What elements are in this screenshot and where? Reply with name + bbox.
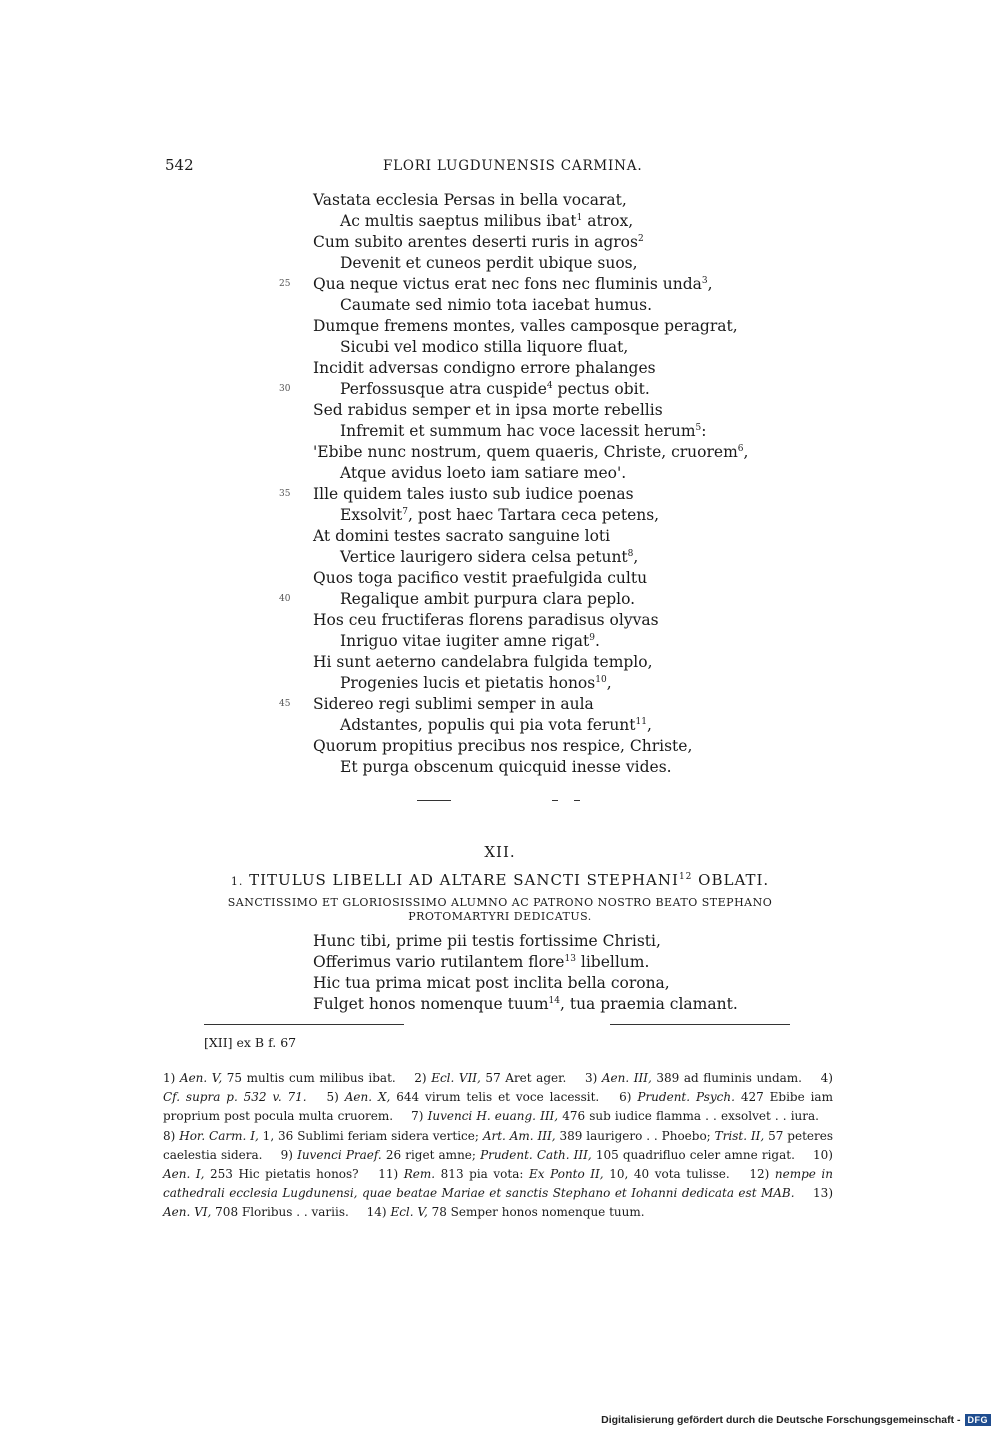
footnote: 13) Aen. VI, 708 Floribus . . variis. bbox=[163, 1186, 833, 1220]
verse-line: Vastata ecclesia Persas in bella vocarat, bbox=[313, 191, 627, 209]
digitization-footer bbox=[601, 1414, 991, 1426]
footnote-marker[interactable]: 11 bbox=[635, 716, 647, 727]
footnotes bbox=[163, 1069, 833, 1223]
section-title: 1. TITULUS LIBELLI AD ALTARE SANCTI STEPHANI$^{12}$ OBLATI. bbox=[230, 871, 770, 889]
footnote-marker[interactable]: 2 bbox=[637, 233, 644, 244]
verse-line: Caumate sed nimio tota iacebat humus. bbox=[340, 296, 653, 314]
verse-line: Ac multis saeptus milibus ibat$^1$ atrox, bbox=[340, 212, 634, 230]
footnote-marker[interactable]: 14 bbox=[548, 995, 560, 1006]
verse-line: 25 Qua neque victus erat nec fons nec fluminis unda$^3$, bbox=[279, 275, 713, 293]
verse-line: Offerimus vario rutilantem flore$^{13}$ libellum. bbox=[313, 953, 650, 971]
verse-line: Dumque fremens montes, valles camposque peragrat, bbox=[313, 317, 738, 335]
line-number: 45 bbox=[279, 699, 291, 709]
footnote-rule bbox=[204, 1024, 404, 1025]
line-number: 35 bbox=[279, 489, 291, 499]
verse-line: 'Ebibe nunc nostrum, quem quaeris, Christe, cruorem$^6$, bbox=[313, 443, 749, 461]
footnote-marker[interactable]: 8 bbox=[627, 548, 634, 559]
verse-line: Atque avidus loeto iam satiare meo'. bbox=[340, 464, 627, 482]
verse-line: Incidit adversas condigno errore phalanges bbox=[313, 359, 656, 377]
section-subtitle: SANCTISSIMO ET GLORIOSISSIMO ALUMNO AC PATRONO NOSTRO BEATO STEPHANO bbox=[227, 896, 773, 909]
verse-line: Vertice laurigero sidera celsa petunt$^8$, bbox=[340, 548, 639, 566]
verse-line: Infremit et summum hac voce lacessit herum$^5$: bbox=[340, 422, 707, 440]
verse-line: 40 Regalique ambit purpura clara peplo. bbox=[279, 590, 636, 608]
verse-line: 35 Ille quidem tales iusto sub iudice poenas bbox=[279, 485, 634, 503]
footnote: 9) Iuvenci Praef. 26 riget amne; bbox=[280, 1147, 476, 1162]
verse-line: Cum subito arentes deserti ruris in agros$^2$ bbox=[313, 233, 644, 251]
footnote-marker[interactable]: 13 bbox=[564, 953, 576, 964]
separator-ornament bbox=[574, 800, 580, 801]
footnote-marker[interactable]: 6 bbox=[737, 443, 744, 454]
footnote: 14) Ecl. V, 78 Semper honos nomenque tuum. bbox=[366, 1205, 645, 1220]
verse-line: 45 Sidereo regi sublimi semper in aula bbox=[279, 695, 594, 713]
verse-line: Exsolvit$^7$, post haec Tartara ceca petens, bbox=[340, 506, 660, 524]
footnote-marker[interactable]: 4 bbox=[546, 380, 553, 391]
verse-line: Fulget honos nomenque tuum$^{14}$, tua praemia clamant. bbox=[313, 995, 738, 1013]
line-number: 25 bbox=[279, 279, 291, 289]
verse-line: 30 Perfossusque atra cuspide$^4$ pectus obit. bbox=[279, 380, 650, 398]
footnote: 3) Aen. III, 389 ad fluminis undam. bbox=[584, 1071, 802, 1085]
line-number: 40 bbox=[279, 594, 291, 604]
footnote-marker[interactable]: 12 bbox=[678, 872, 693, 882]
footnote-marker[interactable]: 9 bbox=[589, 632, 595, 643]
footnote-part: Art. Am. III, 389 laurigero . . Phoebo; bbox=[482, 1128, 711, 1143]
verse-line: At domini testes sacrato sanguine loti bbox=[313, 527, 611, 545]
section-number: XII. bbox=[484, 843, 516, 861]
footnote: 6) Prudent. Psych. 427 Ebibe iam proprium post pocula multa cruorem. bbox=[163, 1090, 833, 1124]
verse-line: Et purga obscenum quicquid inesse vides. bbox=[340, 758, 672, 776]
verse-line: Hos ceu fructiferas florens paradisus olyvas bbox=[313, 611, 659, 629]
footnote-marker[interactable]: 3 bbox=[701, 275, 708, 286]
footnote: 5) Aen. X, 644 virum telis et voce lacessit. bbox=[326, 1090, 600, 1105]
footnote: 4) Cf. supra p. 532 v. 71. bbox=[163, 1071, 833, 1105]
footer-text: Digitalisierung gefördert durch die Deutsche Forschungsgemeinschaft - bbox=[601, 1414, 961, 1426]
verse-line: Quorum propitius precibus nos respice, Christe, bbox=[313, 737, 693, 755]
footnote: 12) nempe in cathedrali ecclesia Lugdunensi, quae beatae Mariae et sanctis Stephano et Iohanni dedicata est MAB. bbox=[163, 1167, 833, 1201]
footnote: 11) Rem. 813 pia vota: bbox=[378, 1167, 524, 1182]
verse-line: Quos toga pacifico vestit praefulgida cultu bbox=[313, 569, 648, 587]
footnote: 1) Aen. V, 75 multis cum milibus ibat. bbox=[163, 1071, 396, 1085]
footnote-marker[interactable]: 7 bbox=[402, 506, 408, 517]
footnote-marker[interactable]: 1 bbox=[576, 212, 583, 223]
verse-line: Inriguo vitae iugiter amne rigat$^9$. bbox=[340, 632, 600, 650]
line-number: 30 bbox=[279, 384, 291, 394]
section-subtitle: PROTOMARTYRI DEDICATUS. bbox=[408, 910, 592, 923]
verse-line: Adstantes, populis qui pia vota ferunt$^{11}$, bbox=[340, 716, 652, 734]
verse-line: Sed rabidus semper et in ipsa morte rebellis bbox=[313, 401, 663, 419]
poem-xii bbox=[313, 931, 738, 1015]
verse-line: Hic tua prima micat post inclita bella corona, bbox=[313, 974, 670, 992]
footnote-rule bbox=[610, 1024, 790, 1025]
footnote-part: Trist. II, 57 peteres caelestia sidera. bbox=[163, 1128, 833, 1162]
footnote-marker[interactable]: 10 bbox=[595, 674, 607, 685]
page-number: 542 bbox=[165, 156, 194, 174]
separator-ornament bbox=[552, 800, 558, 801]
separator-ornament bbox=[417, 800, 451, 801]
verse-line: Devenit et cuneos perdit ubique suos, bbox=[340, 254, 638, 272]
footnote: 2) Ecl. VII, 57 Aret ager. bbox=[414, 1071, 567, 1085]
verse-line: Hi sunt aeterno candelabra fulgida templo, bbox=[313, 653, 653, 671]
poem-continuation bbox=[279, 190, 749, 778]
footnote-part: Prudent. Cath. III, 105 quadrifluo celer amne rigat. bbox=[480, 1147, 795, 1162]
footnote-part: Ex Ponto II, 10, 40 vota tulisse. bbox=[529, 1167, 730, 1182]
critical-apparatus: [XII] ex B f. 67 bbox=[204, 1035, 297, 1050]
verse-line: Sicubi vel modico stilla liquore fluat, bbox=[340, 338, 629, 356]
footnote: 10) Aen. I, 253 Hic pietatis honos? bbox=[163, 1147, 833, 1182]
running-head: FLORI LUGDUNENSIS CARMINA. bbox=[383, 158, 643, 174]
dfg-logo-icon[interactable]: DFG bbox=[965, 1414, 992, 1426]
footnote: 7) Iuvenci H. euang. III, 476 sub iudice flamma . . exsolvet . . iura. bbox=[411, 1109, 819, 1124]
verse-line: Progenies lucis et pietatis honos$^{10}$, bbox=[340, 674, 612, 692]
footnote-marker[interactable]: 5 bbox=[695, 422, 702, 433]
footnote: 8) Hor. Carm. I, 1, 36 Sublimi feriam sidera vertice; bbox=[163, 1128, 479, 1143]
verse-line: Hunc tibi, prime pii testis fortissime Christi, bbox=[313, 932, 661, 950]
